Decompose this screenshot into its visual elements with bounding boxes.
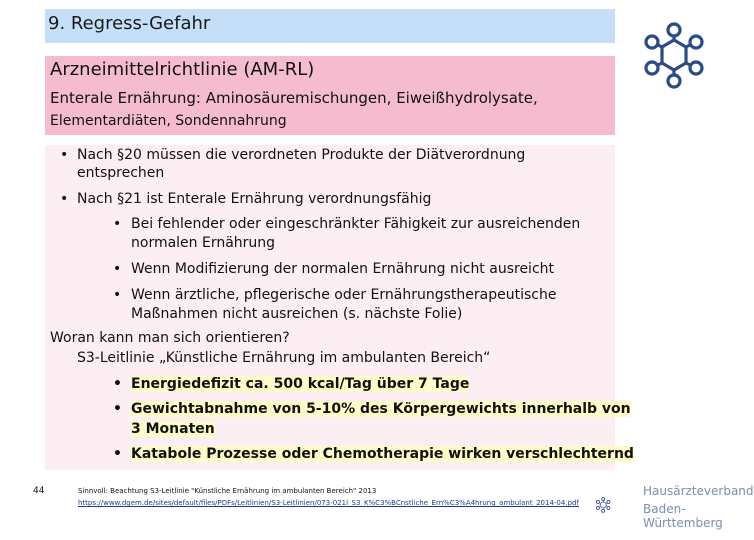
enteral-subheading-continued: Elementardiäten, Sondennahrung [50, 113, 287, 129]
sub-bullet-3-marker: • [113, 287, 122, 303]
sub-bullet-3-line1: Wenn ärztliche, pflegerische oder Ernährungstherapeutische [131, 287, 557, 303]
association-emblem-icon [638, 20, 710, 92]
sub-bullet-1-line1: Bei fehlender oder eingeschränkter Fähigkeit zur ausreichenden [131, 216, 581, 232]
highlight-bullet-2-text1: Gewichtabnahme von 5-10% des Körpergewichts innerhalb von [131, 401, 631, 417]
sub-bullet-1-marker: • [113, 216, 122, 232]
highlight-bullet-2-text2: 3 Monaten [131, 421, 215, 437]
highlight-bullet-3-marker: • [113, 446, 122, 462]
enteral-text: Aminosäuremischungen, Eiweißhydrolysate, [200, 89, 538, 107]
bullet-1-marker: • [60, 147, 69, 163]
footer-note: Sinnvoll: Beachtung S3-Leitlinie "Künstliche Ernährung im ambulanten Bereich" 2013 [78, 487, 377, 495]
sub-bullet-1-line2: normalen Ernährung [131, 235, 276, 251]
highlight-bullet-2-line1 [131, 401, 631, 417]
bullet-1-line1: Nach §20 müssen die verordneten Produkte der Diätverordnung [77, 147, 526, 163]
logo-line-2: Baden-Württemberg [643, 502, 723, 530]
sub-bullet-2-text: Wenn Modifizierung der normalen Ernährung nicht ausreicht [131, 261, 555, 277]
highlight-bullet-2-marker: • [113, 401, 122, 417]
highlight-bullet-1-text: Energiedefizit ca. 500 kcal/Tag über 7 Tage [131, 376, 470, 392]
sub-bullet-3-line2: Maßnahmen nicht ausreichen (s. nächste Folie) [131, 306, 463, 322]
highlight-bullet-3 [131, 446, 634, 462]
guideline-title: S3-Leitlinie „Künstliche Ernährung im ambulanten Bereich“ [77, 350, 491, 366]
orientation-question: Woran kann man sich orientieren? [50, 330, 290, 346]
enteral-label: Enterale Ernährung: [50, 89, 201, 107]
bullet-2-text: Nach §21 ist Enterale Ernährung verordnungsfähig [77, 191, 432, 207]
bullet-2-marker: • [60, 191, 69, 207]
slide-title: 9. Regress-Gefahr [48, 13, 211, 34]
highlight-bullet-3-text: Katabole Prozesse oder Chemotherapie wirken verschlechternd [131, 446, 634, 462]
guideline-link[interactable]: https://www.dgem.de/sites/default/files/PDFs/Leitlinien/S3-Leitlinien/073-021l_S3_K%C3%BCnstliche_Ern%C3%A4hrung_ambulant_2014-04.pdf [78, 499, 579, 507]
sub-bullet-2-marker: • [113, 261, 122, 277]
highlight-bullet-2-line2 [131, 421, 215, 437]
highlight-bullet-1-marker: • [113, 376, 122, 392]
bullet-1-line2: entsprechen [77, 165, 165, 181]
enteral-subheading [50, 89, 538, 107]
hausaerzteverband-logo-icon [595, 478, 639, 533]
highlight-bullet-1 [131, 376, 469, 392]
section-heading: Arzneimittelrichtlinie (AM-RL) [50, 59, 315, 80]
logo-line-1: Hausärzteverband [643, 484, 754, 498]
page-number: 44 [33, 486, 45, 496]
